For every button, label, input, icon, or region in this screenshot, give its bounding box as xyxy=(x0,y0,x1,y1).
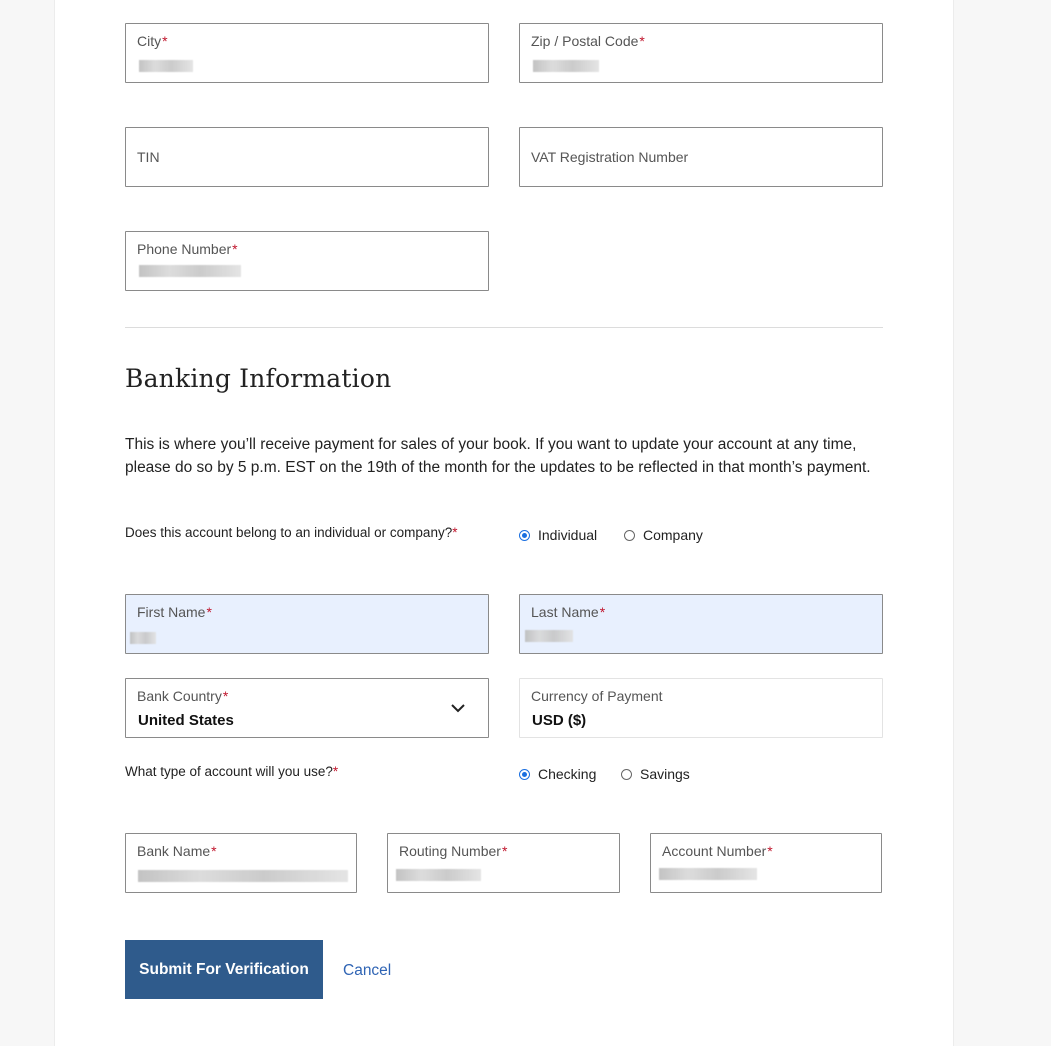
vat-field[interactable] xyxy=(519,127,883,187)
city-label: City* xyxy=(137,33,168,49)
radio-company[interactable] xyxy=(624,527,703,543)
owner-type-question: Does this account belong to an individual or company?* xyxy=(125,525,458,540)
zip-label: Zip / Postal Code* xyxy=(531,33,645,49)
radio-company-label: Company xyxy=(643,527,703,543)
currency-field xyxy=(519,678,883,738)
city-value-redacted xyxy=(139,60,193,72)
tin-label: TIN xyxy=(137,149,160,165)
phone-label: Phone Number* xyxy=(137,241,238,257)
section-divider xyxy=(125,327,883,328)
bank-name-value-redacted xyxy=(138,870,348,882)
routing-number-field[interactable] xyxy=(387,833,620,893)
phone-field[interactable] xyxy=(125,231,489,291)
last-name-field[interactable] xyxy=(519,594,883,654)
last-name-value-redacted xyxy=(525,630,573,642)
currency-label: Currency of Payment xyxy=(531,688,663,704)
account-number-field[interactable] xyxy=(650,833,882,893)
banking-section-title: Banking Information xyxy=(125,364,392,393)
radio-savings-label: Savings xyxy=(640,766,690,782)
radio-savings[interactable] xyxy=(621,766,690,782)
first-name-field[interactable] xyxy=(125,594,489,654)
radio-individual-label: Individual xyxy=(538,527,598,543)
first-name-value-redacted xyxy=(130,632,156,644)
radio-company-indicator[interactable] xyxy=(624,530,635,541)
account-type-question: What type of account will you use?* xyxy=(125,764,339,779)
radio-checking-indicator[interactable] xyxy=(519,769,530,780)
last-name-label: Last Name* xyxy=(531,604,606,620)
radio-checking[interactable] xyxy=(519,766,596,782)
submit-for-verification-button[interactable]: Submit For Verification xyxy=(125,940,323,999)
chevron-down-icon[interactable] xyxy=(450,700,466,716)
bank-name-field[interactable] xyxy=(125,833,357,893)
phone-value-redacted xyxy=(139,265,241,277)
bank-country-select[interactable] xyxy=(125,678,489,738)
radio-savings-indicator[interactable] xyxy=(621,769,632,780)
cancel-link[interactable]: Cancel xyxy=(343,962,392,979)
radio-checking-label: Checking xyxy=(538,766,597,782)
tin-field[interactable] xyxy=(125,127,489,187)
bank-country-value: United States xyxy=(138,712,234,729)
radio-individual[interactable] xyxy=(519,527,597,543)
first-name-label: First Name* xyxy=(137,604,212,620)
routing-number-value-redacted xyxy=(396,869,481,881)
banking-description: This is where you’ll receive payment for sales of your book. If you want to update your account at any time, please do so by 5 p.m. EST on the 19th of the month for the updates to be reflected in that month’s payment. xyxy=(125,436,871,476)
zip-value-redacted xyxy=(533,60,599,72)
bank-name-label: Bank Name* xyxy=(137,843,217,859)
radio-individual-indicator[interactable] xyxy=(519,530,530,541)
vat-label: VAT Registration Number xyxy=(531,149,689,165)
currency-value: USD ($) xyxy=(532,712,587,729)
bank-country-label: Bank Country* xyxy=(137,688,229,704)
routing-number-label: Routing Number* xyxy=(399,843,508,859)
zip-field[interactable] xyxy=(519,23,883,83)
account-number-label: Account Number* xyxy=(662,843,773,859)
account-number-value-redacted xyxy=(659,868,757,880)
city-field[interactable] xyxy=(125,23,489,83)
